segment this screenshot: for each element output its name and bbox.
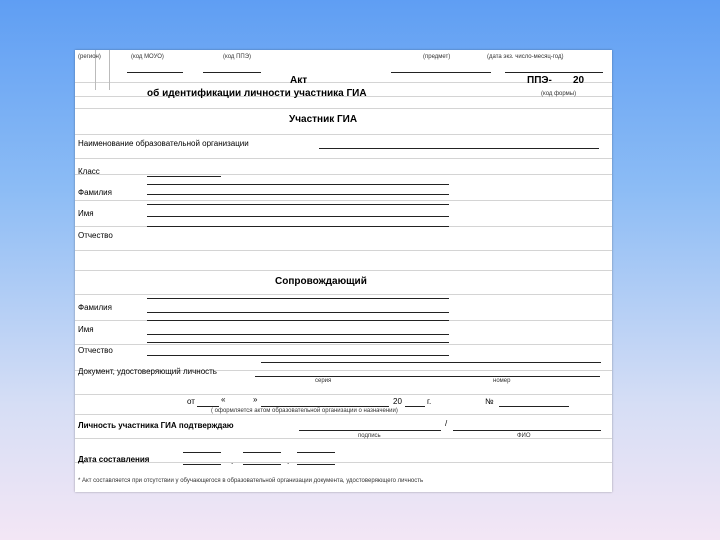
close-quote: » <box>253 395 258 404</box>
grid-line <box>75 414 612 415</box>
open-quote: « <box>221 395 226 404</box>
date-dot-2: . <box>287 457 290 466</box>
date-month-field[interactable] <box>243 464 281 465</box>
grid-line <box>75 134 612 135</box>
fio-field[interactable] <box>453 430 601 431</box>
grid-line <box>75 174 612 175</box>
number-caption: номер <box>493 378 511 384</box>
footnote: * Акт составляется при отсутствии у обучающегося в образовательной организации документа, удостоверяющего личность <box>78 478 424 484</box>
surname-label: Фамилия <box>78 188 112 197</box>
name-field[interactable] <box>147 216 449 217</box>
subject-field[interactable] <box>391 72 491 73</box>
org-field[interactable] <box>319 148 599 149</box>
class-label: Класс <box>78 167 100 176</box>
signature-caption: подпись <box>358 433 381 439</box>
date-dot-1: . <box>231 457 234 466</box>
participant-heading: Участник ГИА <box>289 114 358 125</box>
fio-caption: ФИО <box>517 433 531 439</box>
grid-line <box>75 158 612 159</box>
issue-day-field[interactable] <box>197 406 219 407</box>
escort-patronymic-label: Отчество <box>78 346 113 355</box>
issued-from-label: от <box>187 397 195 406</box>
escort-surname-field[interactable] <box>147 312 449 313</box>
surname-field[interactable] <box>147 194 449 195</box>
escort-patronymic-field[interactable] <box>147 355 449 356</box>
grid-line <box>75 462 612 463</box>
exam-date-field[interactable] <box>505 72 603 73</box>
grid-vline <box>109 50 110 90</box>
date-year-field[interactable] <box>297 464 335 465</box>
escort-name-field[interactable] <box>147 334 449 335</box>
class-field[interactable] <box>147 176 221 177</box>
document-label: Документ, удостоверяющий личность <box>78 367 217 376</box>
form-sheet <box>75 50 612 492</box>
act-subtitle: об идентификации личности участника ГИА <box>147 88 367 99</box>
document-field-2[interactable] <box>255 376 600 377</box>
document-field[interactable] <box>261 362 601 363</box>
escort-surname-label: Фамилия <box>78 303 112 312</box>
mouo-code-field[interactable] <box>127 72 183 73</box>
exam-date-caption: (дата экз. число-месяц-год) <box>487 54 564 60</box>
grid-line <box>75 250 612 251</box>
form-code: ППЭ- <box>527 75 552 86</box>
act-title: Акт <box>290 75 308 86</box>
grid-line <box>75 294 612 295</box>
grid-line <box>75 108 612 109</box>
grid-line <box>75 394 612 395</box>
date-day-field-top[interactable] <box>183 452 221 453</box>
escort-surname-field-top[interactable] <box>147 298 449 299</box>
patronymic-field[interactable] <box>147 226 449 227</box>
number-sign: № <box>485 397 494 406</box>
form-number: 20 <box>573 75 585 86</box>
date-day-field[interactable] <box>183 464 221 465</box>
series-caption: серия <box>315 378 332 384</box>
subject-caption: (предмет) <box>423 54 451 60</box>
ppe-code-field[interactable] <box>203 72 261 73</box>
issue-note: ( оформляется актом образовательной организации о назначении) <box>211 408 398 414</box>
region-caption: (регион) <box>78 54 101 60</box>
name-label: Имя <box>78 209 94 218</box>
patronymic-label: Отчество <box>78 231 113 240</box>
date-month-field-top[interactable] <box>243 452 281 453</box>
surname-field-top[interactable] <box>147 184 449 185</box>
grid-line <box>75 200 612 201</box>
year-prefix: 20 <box>393 397 402 406</box>
escort-name-field-top[interactable] <box>147 320 449 321</box>
grid-line <box>75 344 612 345</box>
confirm-slash: / <box>445 419 448 428</box>
grid-line <box>75 438 612 439</box>
org-label: Наименование образовательной организации <box>78 139 249 148</box>
form-code-note: (код формы) <box>541 91 577 97</box>
confirm-label: Личность участника ГИА подтверждаю <box>78 421 234 430</box>
escort-heading: Сопровождающий <box>275 276 367 287</box>
mouo-code-caption: (код МОУО) <box>131 54 164 60</box>
escort-name-label: Имя <box>78 325 94 334</box>
signature-field[interactable] <box>299 430 441 431</box>
grid-line <box>75 270 612 271</box>
issue-year-field[interactable] <box>405 406 425 407</box>
ppe-code-caption: (код ППЭ) <box>223 54 251 60</box>
year-suffix: г. <box>427 397 432 406</box>
escort-patronymic-field-top[interactable] <box>147 342 449 343</box>
date-year-field-top[interactable] <box>297 452 335 453</box>
issue-month-field[interactable] <box>261 406 389 407</box>
name-field-top[interactable] <box>147 204 449 205</box>
date-compiled-label: Дата составления <box>78 455 150 464</box>
issue-number-field[interactable] <box>499 406 569 407</box>
